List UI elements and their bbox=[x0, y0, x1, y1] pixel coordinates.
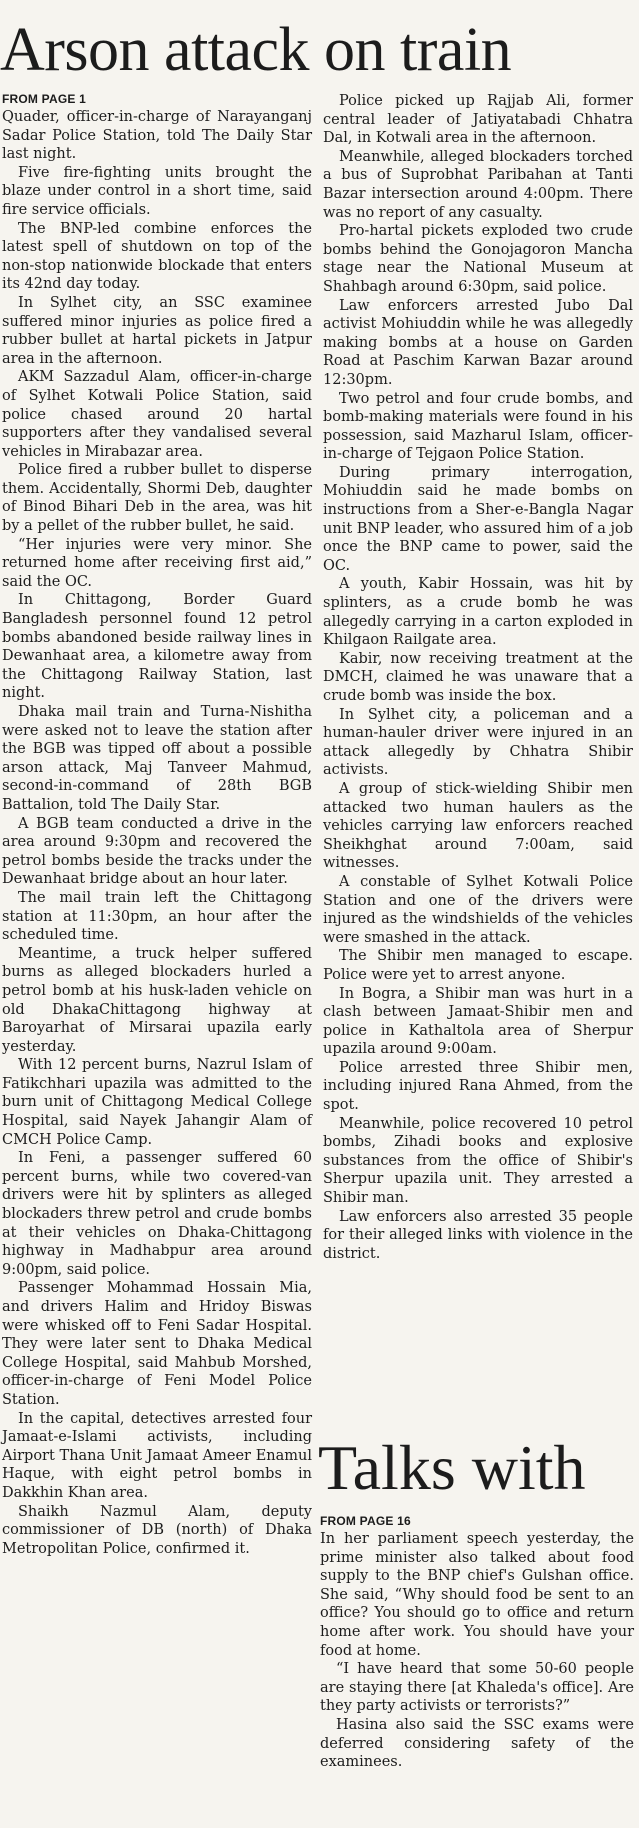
paragraph: A youth, Kabir Hossain, was hit by splinters, as a crude bomb he was allegedly carrying in a carton exploded in Khilgaon Railgate area. bbox=[323, 576, 633, 649]
paragraph: In Chittagong, Border Guard Bangladesh personnel found 12 petrol bombs abandoned beside railway lines in Dewanhaat area, a kilometre away from the Chittagong Railway Station, last night. bbox=[2, 592, 312, 702]
paragraph: The mail train left the Chittagong station at 11:30pm, an hour after the scheduled time. bbox=[2, 889, 312, 944]
paragraph: In the capital, detectives arrested four Jamaat-e-Islami activists, including Airport Thana Unit Jamaat Ameer Enamul Haque, with eight petrol bombs in Dakkhin Khan area. bbox=[2, 1410, 312, 1501]
dateline: FROM PAGE 1 bbox=[2, 92, 86, 106]
paragraph: Law enforcers arrested Jubo Dal activist Mohiuddin while he was allegedly making bombs at a house on Garden Road at Paschim Karwan Bazar around 12:30pm. bbox=[323, 297, 633, 388]
paragraph: Police fired a rubber bullet to disperse them. Accidentally, Shormi Deb, daughter of Binod Bihari Deb in the area, was hit by a pellet of the rubber bullet, he said. bbox=[2, 462, 312, 535]
paragraph: Meanwhile, alleged blockaders torched a bus of Suprobhat Paribahan at Tanti Bazar intersection around 4:00pm. There was no report of any casualty. bbox=[323, 148, 633, 221]
paragraph: In Sylhet city, an SSC examinee suffered minor injuries as police fired a rubber bullet at hartal pickets in Jatpur area in the afternoon. bbox=[2, 294, 312, 367]
paragraph: In Bogra, a Shibir man was hurt in a clash between Jamaat-Shibir men and police in Kathaltola area of Sherpur upazila around 9:00am. bbox=[323, 985, 633, 1058]
paragraph: Hasina also said the SSC exams were deferred considering safety of the examinees. bbox=[320, 1716, 634, 1771]
paragraph: In Sylhet city, a policeman and a human-hauler driver were injured in an attack allegedly by Chhatra Shibir activists. bbox=[323, 706, 633, 779]
paragraph: Meanwhile, police recovered 10 petrol bombs, Zihadi books and explosive substances from the office of Shibir's Sherpur upazila unit. They arrested a Shibir man. bbox=[323, 1115, 633, 1207]
paragraph: In her parliament speech yesterday, the prime minister also talked about food supply to the BNP chief's Gulshan office. She said, “Why should food be sent to an office? You should go to office and return home after work. You should have your food at home. bbox=[320, 1531, 634, 1659]
second-article-headline: Talks with bbox=[318, 1432, 586, 1503]
paragraph: A BGB team conducted a drive in the area around 9:30pm and recovered the petrol bombs beside the tracks under the Dewanhaat bridge about an hour later. bbox=[2, 815, 312, 888]
paragraph: A constable of Sylhet Kotwali Police Station and one of the drivers were injured as the windshields of the vehicles were smashed in the attack. bbox=[323, 873, 633, 946]
paragraph: Pro-hartal pickets exploded two crude bombs behind the Gonojagoron Mancha stage near the National Museum at Shahbagh around 6:30pm, said police. bbox=[323, 223, 633, 295]
paragraph: Quader, officer-in-charge of Narayanganj Sadar Police Station, told The Daily Star last night. bbox=[2, 109, 312, 163]
paragraph: With 12 percent burns, Nazrul Islam of Fatikchhari upazila was admitted to the burn unit of Chittagong Medical College Hospital, said Nayek Jahangir Alam of CMCH Police Camp. bbox=[2, 1057, 312, 1148]
paragraph: Two petrol and four crude bombs, and bomb-making materials were found in his possession, said Mazharul Islam, officer-in-charge of Tejgaon Police Station. bbox=[323, 390, 633, 463]
dateline: FROM PAGE 16 bbox=[320, 1514, 411, 1528]
paragraph: Five fire-fighting units brought the blaze under control in a short time, said fire service officials. bbox=[2, 164, 312, 218]
paragraph: The BNP-led combine enforces the latest spell of shutdown on top of the non-stop nationwide blockade that enters its 42nd day today. bbox=[2, 220, 312, 293]
article-headline: Arson attack on train bbox=[0, 16, 512, 84]
paragraph: In Feni, a passenger suffered 60 percent burns, while two covered-van drivers were hit by splinters as alleged blockaders threw petrol and crude bombs at their vehicles on Dhaka-Chittagong highway in Madhabpur area around 9:00pm, said police. bbox=[2, 1150, 312, 1278]
paragraph: Passenger Mohammad Hossain Mia, and drivers Halim and Hridoy Biswas were whisked off to Feni Sadar Hospital. They were later sent to Dhaka Medical College Hospital, said Mahbub Morshed, officer-in-charge of Feni Model Police Station. bbox=[2, 1280, 312, 1408]
paragraph: “I have heard that some 50-60 people are staying there [at Khaleda's office]. Are they party activists or terrorists?” bbox=[320, 1661, 634, 1715]
second-article-body bbox=[320, 1514, 634, 1772]
paragraph: “Her injuries were very minor. She returned home after receiving first aid,” said the OC. bbox=[2, 536, 312, 590]
article-column-2 bbox=[323, 92, 633, 1263]
paragraph: A group of stick-wielding Shibir men attacked two human haulers as the vehicles carrying law enforcers reached Sheikhghat around 7:00am, said witnesses. bbox=[323, 780, 633, 872]
paragraph: Police arrested three Shibir men, including injured Rana Ahmed, from the spot. bbox=[323, 1059, 633, 1114]
paragraph: Dhaka mail train and Turna-Nishitha were asked not to leave the station after the BGB was tipped off about a possible arson attack, Maj Tanveer Mahmud, second-in-command of 28th BGB Battalion, told The Daily Star. bbox=[2, 704, 312, 813]
article-column-1 bbox=[2, 92, 312, 1558]
paragraph: The Shibir men managed to escape. Police were yet to arrest anyone. bbox=[323, 948, 633, 983]
paragraph: Meantime, a truck helper suffered burns as alleged blockaders hurled a petrol bomb at his husk-laden vehicle on old DhakaChittagong highway at Baroyarhat of Mirsarai upazila early yesterday. bbox=[2, 945, 312, 1055]
paragraph: AKM Sazzadul Alam, officer-in-charge of Sylhet Kotwali Police Station, said police chased around 20 hartal supporters after they vandalised several vehicles in Mirabazar area. bbox=[2, 369, 312, 460]
paragraph: Kabir, now receiving treatment at the DMCH, claimed he was unaware that a crude bomb was inside the box. bbox=[323, 650, 633, 704]
paragraph: Law enforcers also arrested 35 people for their alleged links with violence in the district. bbox=[323, 1208, 633, 1262]
paragraph: Police picked up Rajjab Ali, former central leader of Jatiyatabadi Chhatra Dal, in Kotwali area in the afternoon. bbox=[323, 93, 633, 147]
paragraph: During primary interrogation, Mohiuddin said he made bombs on instructions from a Sher-e-Bangla Nagar unit BNP leader, who assured him of a job once the BNP came to power, said the OC. bbox=[323, 464, 633, 574]
paragraph: Shaikh Nazmul Alam, deputy commissioner of DB (north) of Dhaka Metropolitan Police, confirmed it. bbox=[2, 1503, 312, 1557]
